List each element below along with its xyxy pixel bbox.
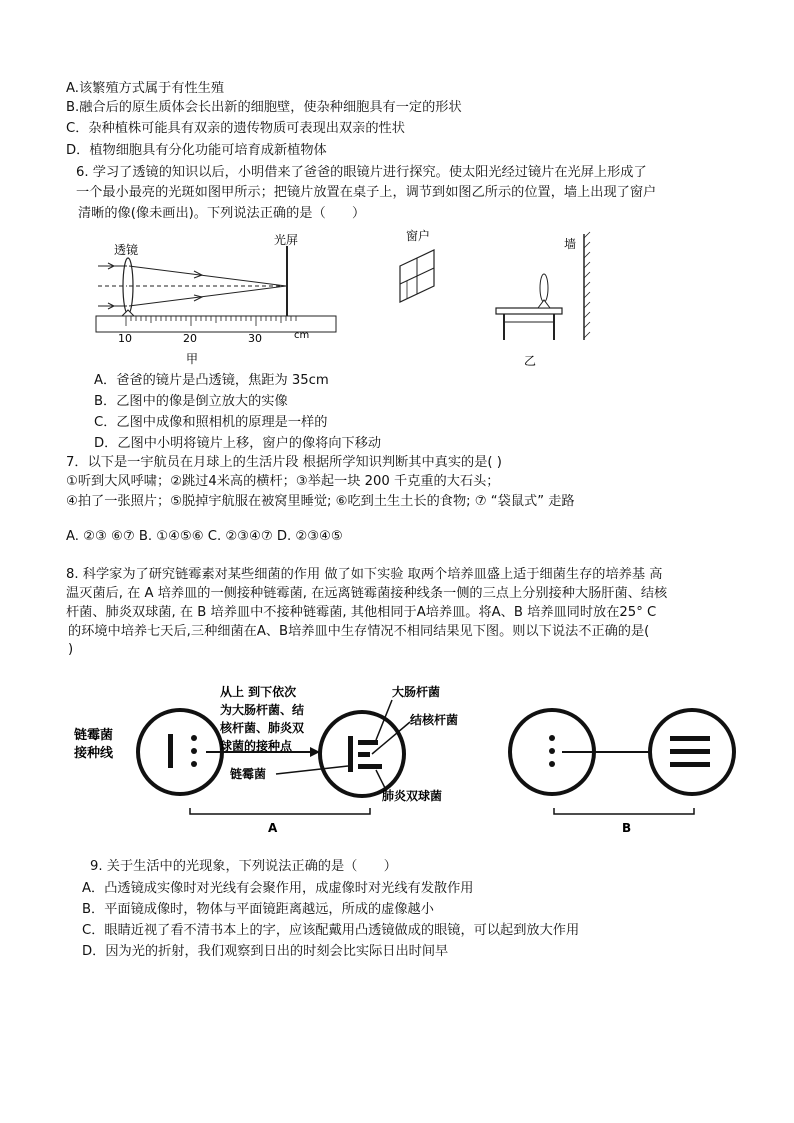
ruler-unit: cm	[294, 330, 310, 341]
q8-stem-line-3: 杆菌、肺炎双球菌, 在 B 培养皿中不接种链霉菌, 其他相同于A培养皿。将A、B 培养皿同时放在25° C	[66, 605, 657, 620]
q5-option-b: B.融合后的原生质体会长出新的细胞壁，使杂种细胞具有一定的形状	[66, 100, 462, 115]
q5-option-c: C．杂种植株可能具有双亲的遗传物质可表现出双亲的性状	[66, 121, 405, 136]
figure-lens-experiment	[94, 228, 344, 368]
ruler-tick-30: 30	[248, 332, 262, 345]
ruler-tick-20: 20	[183, 332, 197, 345]
note-line-2: 为大肠杆菌、结	[220, 703, 305, 717]
q6-stem-line-1: 6. 学习了透镜的知识以后，小明借来了爸爸的眼镜片进行探究。使太阳光经过镜片在光屏上形成了	[76, 165, 647, 180]
figure-petri-dishes	[70, 672, 740, 842]
streptomyces-label: 链霉菌	[230, 767, 267, 781]
q7-options: A. ②③ ⑥⑦ B. ①④⑤⑥ C. ②③④⑦ D. ②③④⑤	[66, 529, 343, 544]
q9-option-c: C．眼睛近视了看不清书本上的字，应该配戴用凸透镜做成的眼镜，可以起到放大作用	[82, 923, 580, 938]
group-a-label: A	[268, 821, 278, 835]
lens-stand	[122, 310, 134, 316]
lens-label: 透镜	[114, 243, 139, 257]
q7-items-line-2: ④拍了一张照片；⑤脱掉宇航服在被窝里睡觉; ⑥吃到土生土长的食物; ⑦ “袋鼠式” 走路	[66, 494, 575, 509]
q7-items-line-1: ①听到大风呼啸；②跳过4米高的横杆；③举起一块 200 千克重的大石头；	[66, 474, 500, 489]
group-b-label: B	[622, 821, 632, 835]
q9-option-d: D．因为光的折射，我们观察到日出的时刻会比实际日出时间早	[82, 944, 449, 959]
q6-option-a: A．爸爸的镜片是凸透镜，焦距为 35cm	[94, 373, 329, 388]
q9-option-b: B．平面镜成像时，物体与平面镜距离越远，所成的虚像越小	[82, 902, 434, 917]
ruler-tick-10: 10	[118, 332, 132, 345]
q9-option-a: A．凸透镜成实像时对光线有会聚作用，成虚像时对光线有发散作用	[82, 881, 474, 896]
pneumococcus-label: 肺炎双球菌	[382, 789, 443, 803]
figure-window-table	[388, 228, 608, 373]
note-line-1: 从上 到下依次	[220, 685, 297, 699]
tb-label: 结核杆菌	[410, 713, 459, 727]
q6-stem-line-2: 一个最小最亮的光斑如图甲所示；把镜片放置在桌子上，调节到如图乙所示的位置，墙上出现了窗户	[76, 185, 657, 200]
figure-caption-jia: 甲	[186, 352, 199, 366]
q5-option-a: A.该繁殖方式属于有性生殖	[66, 81, 225, 96]
note-line-3: 核杆菌、肺炎双	[220, 721, 305, 735]
note-line-4: 球菌的接种点	[220, 739, 293, 753]
q6-option-b: B．乙图中的像是倒立放大的实像	[94, 394, 288, 409]
glasses-lens	[540, 274, 548, 302]
q5-option-d: D．植物细胞具有分化功能可培育成新植物体	[66, 143, 327, 158]
table-top	[496, 308, 562, 314]
q8-stem-line-4: 的环境中培养七天后,三种细菌在A、B培养皿中生存情况不相同结果见下图。则以下说法不正确的是(	[68, 624, 650, 639]
q8-stem-line-1: 8. 科学家为了研究链霉素对某些细菌的作用 做了如下实验 取两个培养皿盛上适于细菌生存的培养基 高	[66, 567, 663, 582]
q9-stem: 9. 关于生活中的光现象，下列说法正确的是（ ）	[90, 859, 397, 874]
screen-label: 光屏	[274, 233, 299, 247]
streptomyces-line-label-1: 链霉菌	[74, 728, 114, 743]
q6-stem-line-3: 清晰的像(像未画出)。下列说法正确的是（ ）	[78, 206, 366, 221]
q7-stem: 7．以下是一宇航员在月球上的生活片段 根据所学知识判断其中真实的是( )	[66, 455, 502, 470]
wall-label: 墙	[564, 237, 577, 251]
q8-stem-line-5: )	[68, 642, 74, 657]
window-label: 窗户	[406, 229, 431, 243]
q6-option-c: C．乙图中成像和照相机的原理是一样的	[94, 415, 328, 430]
ecoli-label: 大肠杆菌	[392, 685, 441, 699]
q6-option-d: D．乙图中小明将镜片上移，窗户的像将向下移动	[94, 436, 382, 451]
q8-stem-line-2: 温灭菌后, 在 A 培养皿的一侧接种链霉菌, 在远离链霉菌接种线条一侧的三点上分别接种大肠肝菌、结核	[66, 586, 668, 601]
figure-caption-yi: 乙	[524, 354, 537, 368]
streptomyces-line-label-2: 接种线	[74, 746, 114, 761]
